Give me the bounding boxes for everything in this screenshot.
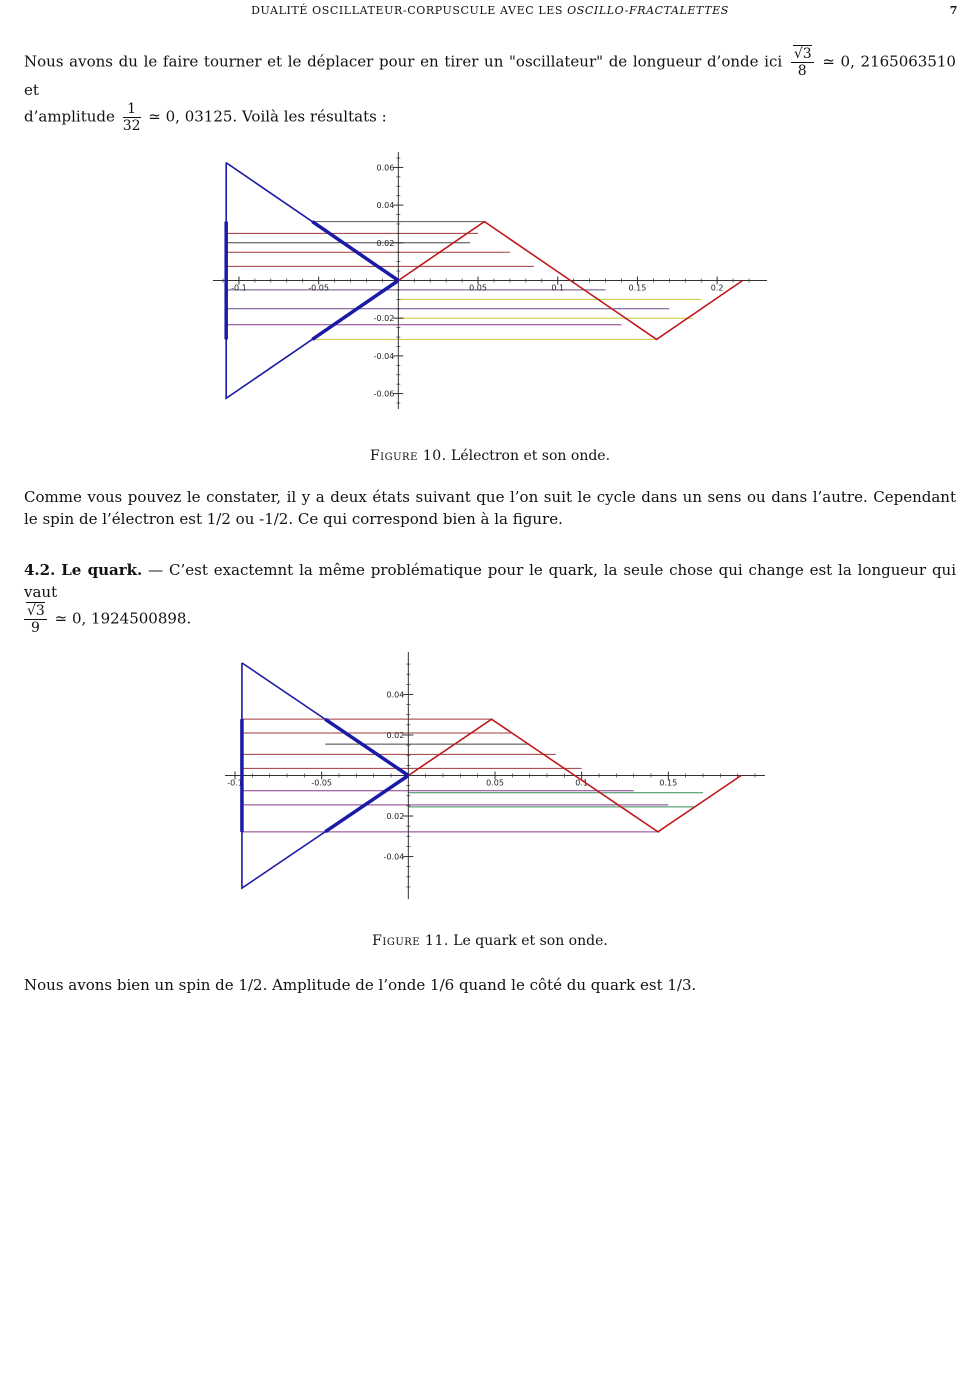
y-tick-label: -0.04 xyxy=(373,351,395,361)
x-tick-label: 0.1 xyxy=(575,778,589,788)
y-tick-label: 0.02 xyxy=(386,812,405,822)
figure-11-caption xyxy=(0,933,980,949)
x-tick-label: 0.15 xyxy=(659,778,678,788)
figure-10-label: Figure 10. xyxy=(369,448,447,464)
running-title-main: DUALITÉ OSCILLATEUR-CORPUSCULE AVEC LES xyxy=(251,4,563,17)
y-tick-label: 0.06 xyxy=(376,163,395,173)
paragraph-conclusion xyxy=(24,974,956,996)
y-tick-label: -0.02 xyxy=(373,314,395,324)
frac1-num: √3 xyxy=(793,46,812,62)
intro-text-d: ≃ 0, 03125. Voilà les résultats : xyxy=(148,107,387,126)
conclusion-text: Nous avons bien un spin de 1/2. Amplitude de l’onde 1/6 quand le côté du quark est 1/3. xyxy=(24,976,697,994)
x-tick-label: 0.05 xyxy=(486,778,504,788)
frac2-den: 32 xyxy=(122,118,141,134)
section-text: C’est exactemnt la même problématique pour le quark, la seule chose qui change est la longueur qui vaut xyxy=(24,561,957,601)
y-tick-label: 0.04 xyxy=(386,690,405,700)
section-dash: — xyxy=(148,561,164,579)
x-tick-label: 0.1 xyxy=(551,283,565,293)
y-tick-label: -0.06 xyxy=(373,389,395,399)
frac2-num: 1 xyxy=(123,101,141,118)
particle-spin-up xyxy=(325,719,408,775)
y-tick-label: -0.04 xyxy=(383,852,405,862)
frac3-den: 9 xyxy=(30,620,40,636)
x-tick-label: 0.05 xyxy=(469,283,487,293)
section-text-end: ≃ 0, 1924500898. xyxy=(54,609,192,628)
frac1-den: 8 xyxy=(797,63,807,79)
section-title: Le quark. xyxy=(61,561,143,579)
running-title-italic: OSCILLO-FRACTALETTES xyxy=(567,4,729,17)
figure-10-text: Lélectron et son onde. xyxy=(451,448,611,464)
particle-spin-down xyxy=(325,776,408,832)
section-number: 4.2. xyxy=(24,561,56,579)
figure-11-label: Figure 11. xyxy=(372,933,449,949)
intro-text-a: Nous avons du le faire tourner et le déplacer pour en tirer un "oscillateur" de longueur d’onde ici xyxy=(24,52,783,71)
x-tick-label: -0.1 xyxy=(227,778,243,788)
page-number: 7 xyxy=(949,4,958,17)
frac3-num: √3 xyxy=(27,603,45,619)
y-tick-label: 0.02 xyxy=(386,730,405,740)
x-tick-label: -0.05 xyxy=(308,283,329,293)
x-tick-label: -0.1 xyxy=(231,283,247,293)
figure-11-text: Le quark et son onde. xyxy=(453,933,608,949)
y-tick-label: 0.02 xyxy=(376,238,395,248)
intro-text-c: d’amplitude xyxy=(24,107,115,126)
spin-text: Comme vous pouvez le constater, il y a deux états suivant que l’on suit le cycle dans un sens ou dans l’autre. Cependant le spin de l’électron est 1/2 ou -1/2. Ce qui correspond bien à la figure. xyxy=(24,488,956,528)
intro-text-b: ≃ 0, 2165063510 et xyxy=(24,52,956,99)
y-tick-label: 0.04 xyxy=(376,201,395,211)
x-tick-label: -0.05 xyxy=(311,778,333,788)
x-tick-label: 0.15 xyxy=(628,283,647,293)
x-tick-label: 0.2 xyxy=(710,283,724,293)
